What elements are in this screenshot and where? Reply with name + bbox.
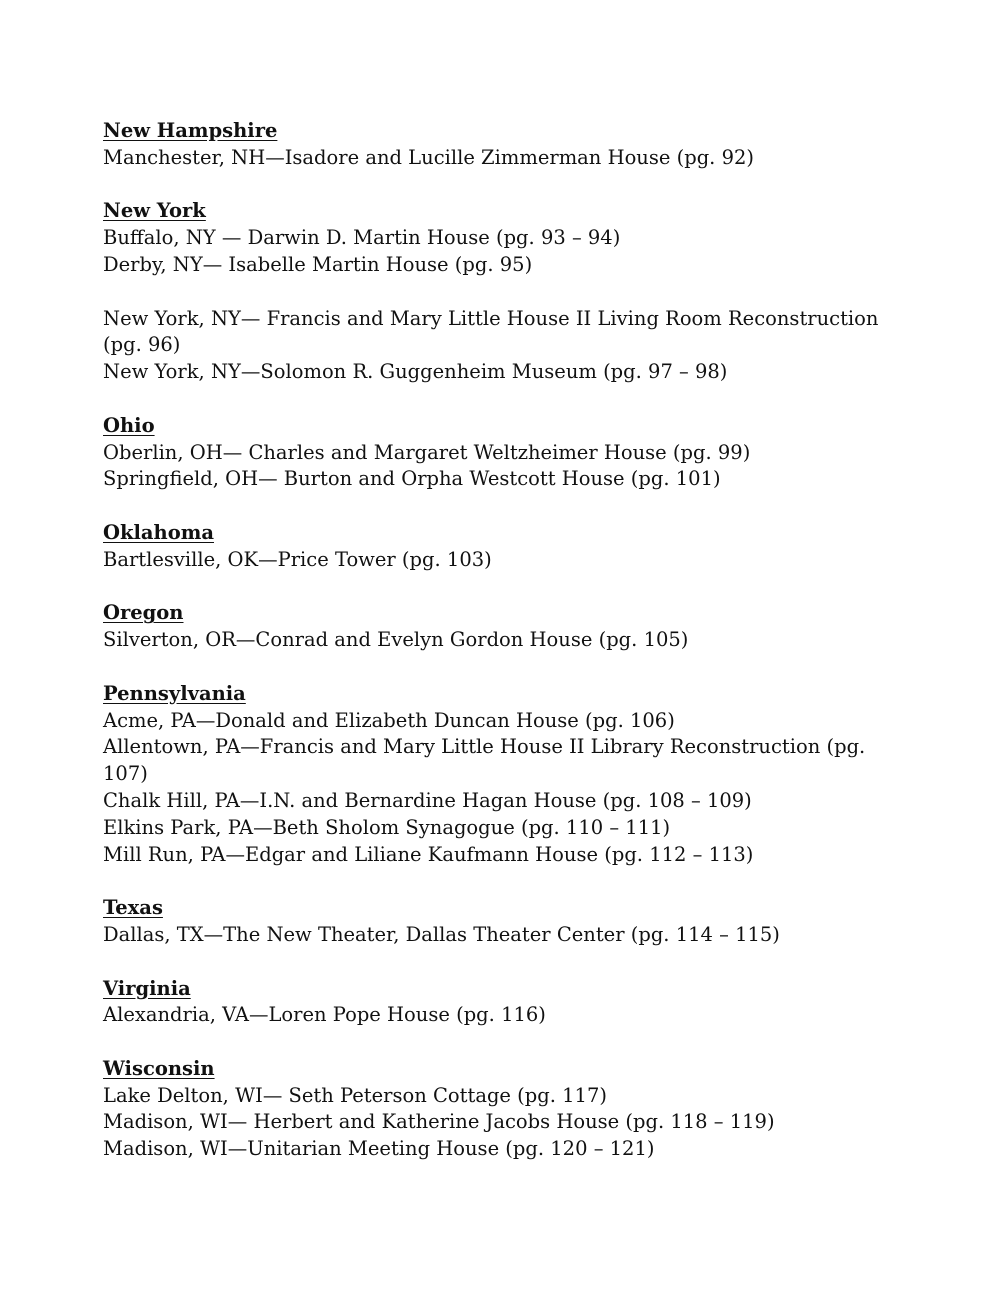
state-section	[103, 520, 903, 574]
entry-line: Madison, WI—Unitarian Meeting House (pg. 120 – 121)	[103, 1137, 655, 1161]
state-heading: Virginia	[103, 976, 191, 1000]
state-section	[103, 413, 903, 493]
state-section	[103, 681, 903, 869]
state-heading: Texas	[103, 896, 163, 920]
state-heading: Pennsylvania	[103, 681, 246, 705]
entry-line: Springfield, OH— Burton and Orpha Westcott House (pg. 101)	[103, 467, 721, 491]
entry-line: Derby, NY— Isabelle Martin House (pg. 95)	[103, 252, 533, 276]
entry-line: Mill Run, PA—Edgar and Liliane Kaufmann House (pg. 112 – 113)	[103, 842, 754, 866]
entry-line: Lake Delton, WI— Seth Peterson Cottage (pg. 117)	[103, 1083, 607, 1107]
state-section	[103, 976, 903, 1030]
entry-line: Acme, PA—Donald and Elizabeth Duncan House (pg. 106)	[103, 708, 675, 732]
state-heading: New York	[103, 199, 206, 223]
paragraph-gap	[103, 279, 903, 306]
entry-line: Buffalo, NY — Darwin D. Martin House (pg. 93 – 94)	[103, 226, 621, 250]
entry-line: Alexandria, VA—Loren Pope House (pg. 116)	[103, 1003, 546, 1027]
state-section	[103, 198, 903, 386]
entry-line: Madison, WI— Herbert and Katherine Jacobs House (pg. 118 – 119)	[103, 1110, 775, 1134]
state-heading: Wisconsin	[103, 1056, 215, 1080]
state-section	[103, 1056, 903, 1163]
entry-line: Chalk Hill, PA—I.N. and Bernardine Hagan House (pg. 108 – 109)	[103, 788, 752, 812]
entry-line: Bartlesville, OK—Price Tower (pg. 103)	[103, 547, 492, 571]
state-heading: Oklahoma	[103, 520, 214, 544]
state-section	[103, 895, 903, 949]
document-page	[103, 118, 903, 1190]
entry-line: Manchester, NH—Isadore and Lucille Zimmerman House (pg. 92)	[103, 145, 755, 169]
state-section	[103, 600, 903, 654]
state-heading: New Hampshire	[103, 119, 278, 142]
entry-line: Dallas, TX—The New Theater, Dallas Theater Center (pg. 114 – 115)	[103, 922, 780, 946]
entry-line: New York, NY—Solomon R. Guggenheim Museum (pg. 97 – 98)	[103, 360, 728, 384]
entry-line: Oberlin, OH— Charles and Margaret Weltzheimer House (pg. 99)	[103, 440, 751, 464]
entry-line: New York, NY— Francis and Mary Little House II Living Room Reconstruction (pg. 96)	[103, 306, 879, 357]
state-heading: Oregon	[103, 601, 184, 625]
state-heading: Ohio	[103, 413, 155, 437]
entry-line: Silverton, OR—Conrad and Evelyn Gordon House (pg. 105)	[103, 628, 689, 652]
entry-line: Elkins Park, PA—Beth Sholom Synagogue (pg. 110 – 111)	[103, 815, 671, 839]
state-section	[103, 118, 903, 172]
entry-line: Allentown, PA—Francis and Mary Little House II Library Reconstruction (pg. 107)	[103, 735, 866, 786]
